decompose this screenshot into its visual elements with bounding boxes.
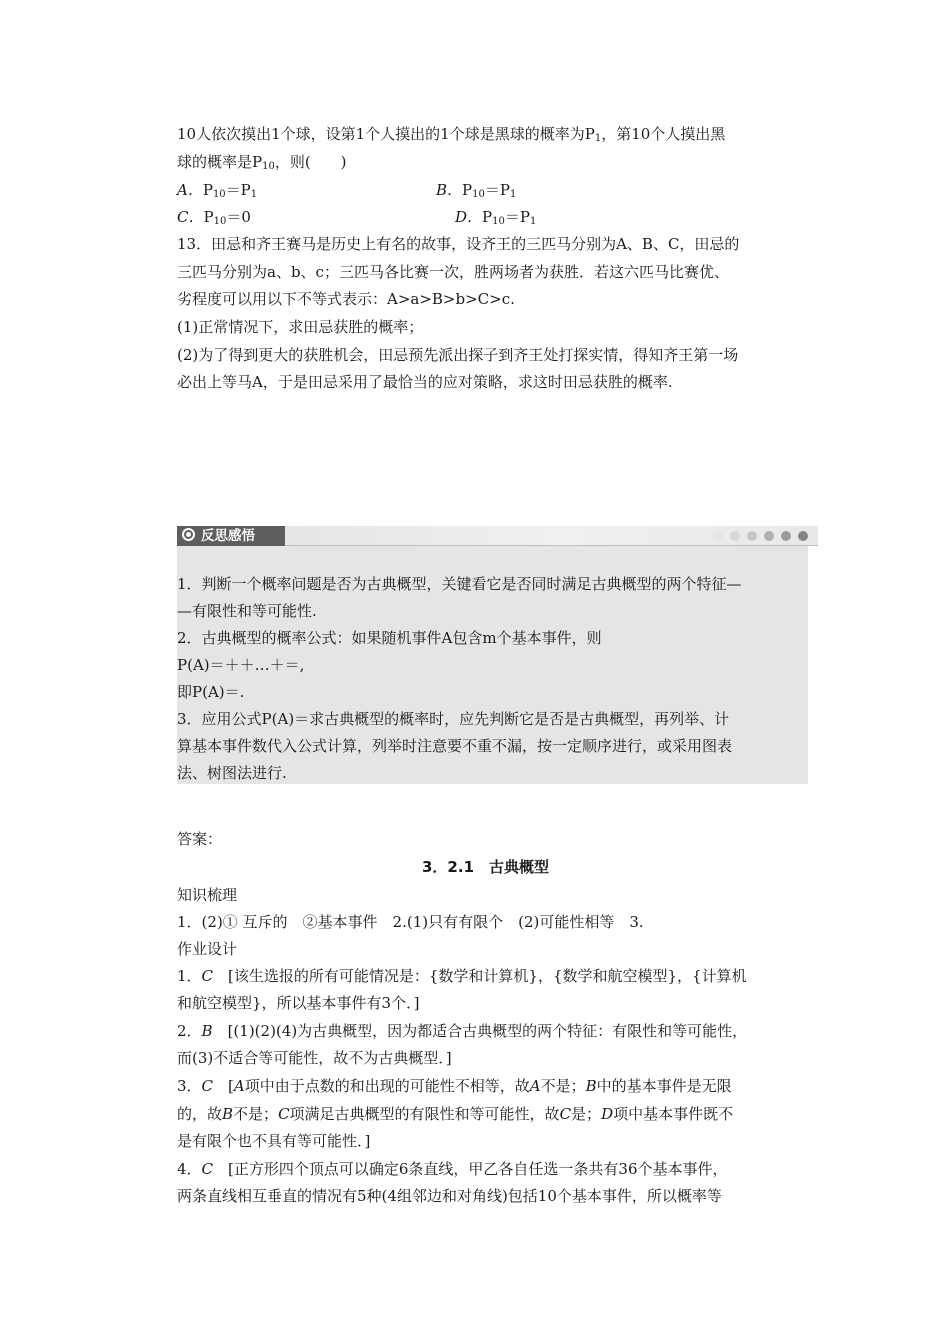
reflection-banner — [177, 526, 818, 546]
dot-icon — [713, 531, 723, 541]
answer-3-line-3: 是有限个也不具有等可能性．] — [177, 1132, 371, 1150]
knowledge-answers: 1．(2)① 互斥的 ②基本事件 2.(1)只有有限个 (2)可能性相等 3. — [177, 913, 644, 931]
reflection-line-4: P(A)＝＋＋…＋＝, — [177, 656, 305, 674]
q13-subquestion-1: (1)正常情况下，求田忌获胜的概率； — [177, 318, 424, 336]
q13-line-2: 三匹马分别为a、b、c；三匹马各比赛一次，胜两场者为获胜．若这六匹马比赛优、 — [177, 263, 729, 281]
q13-subquestion-2-line-1: (2)为了得到更大的获胜机会，田忌预先派出探子到齐王处打探实情，得知齐王第一场 — [177, 346, 739, 364]
reflection-line-3: 2．古典概型的概率公式：如果随机事件A包含m个基本事件，则 — [177, 629, 602, 647]
section-title: 3．2.1 古典概型 — [422, 858, 550, 876]
homework-heading: 作业设计 — [177, 940, 238, 958]
answer-1-line-2: 和航空模型}，所以基本事件有3个．] — [177, 994, 420, 1012]
reflection-line-5: 即P(A)＝. — [177, 683, 245, 701]
dot-icon — [730, 531, 740, 541]
dot-icon — [781, 531, 791, 541]
q13-line-1: 13．田忌和齐王赛马是历史上有名的故事，设齐王的三匹马分别为A、B、C，田忌的 — [177, 235, 740, 253]
option-c: C．$P_{10}=0$ — [177, 208, 251, 227]
q12-line-2: 球的概率是$P_{10}$，则( ) — [177, 153, 347, 172]
option-a: A．$P_{10}=P_1$ — [177, 181, 258, 200]
answer-1-line-1: 1．C [该生选报的所有可能情况是：{数学和计算机}，{数学和航空模型}，{计算机 — [177, 967, 747, 985]
option-b: B．$P_{10}=P_1$ — [436, 181, 517, 200]
option-d: D．$P_{10}=P_1$ — [455, 208, 537, 227]
answer-2-line-2: 而(3)不适合等可能性，故不为古典概型．] — [177, 1049, 452, 1067]
answer-3-line-1: 3．C [A项中由于点数的和出现的可能性不相等，故A不是；B中的基本事件是无限 — [177, 1077, 732, 1095]
q13-subquestion-2-line-2: 必出上等马A，于是田忌采用了最恰当的应对策略，求这时田忌获胜的概率. — [177, 373, 673, 391]
answer-4-line-1: 4．C [正方形四个顶点可以确定6条直线，甲乙各自任选一条共有36个基本事件， — [177, 1160, 728, 1178]
q13-line-3: 劣程度可以用以下不等式表示：A>a>B>b>C>c. — [177, 290, 515, 308]
reflection-title: 反思感悟 — [177, 526, 285, 546]
reflection-line-7: 算基本事件数代入公式计算，列举时注意要不重不漏，按一定顺序进行，或采用图表 — [177, 737, 733, 755]
reflection-summary — [177, 546, 808, 784]
answer-2-line-1: 2．B [(1)(2)(4)为古典概型，因为都适合古典概型的两个特征：有限性和等可能性， — [177, 1022, 748, 1040]
target-icon — [182, 528, 195, 541]
dot-icon — [747, 531, 757, 541]
answers-heading: 答案： — [177, 830, 223, 848]
answer-3-line-2: 的，故B不是；C项满足古典概型的有限性和等可能性，故C是；D项中基本事件既不 — [177, 1105, 734, 1123]
reflection-line-1: 1．判断一个概率问题是否为古典概型，关键看它是否同时满足古典概型的两个特征— — [177, 575, 742, 593]
q12-line-1: 10人依次摸出1个球，设第1个人摸出的1个球是黑球的概率为$P_1$，第10个人摸出黑 — [177, 125, 726, 144]
reflection-line-6: 3．应用公式P(A)＝求古典概型的概率时，应先判断它是否是古典概型，再列举、计 — [177, 710, 730, 728]
dot-icon — [764, 531, 774, 541]
reflection-line-2: —有限性和等可能性. — [177, 602, 317, 620]
reflection-line-8: 法、树图法进行. — [177, 764, 287, 782]
dot-icon — [798, 531, 808, 541]
knowledge-heading: 知识梳理 — [177, 886, 238, 904]
answer-4-line-2: 两条直线相互垂直的情况有5种(4组邻边和对角线)包括10个基本事件，所以概率等 — [177, 1187, 722, 1205]
